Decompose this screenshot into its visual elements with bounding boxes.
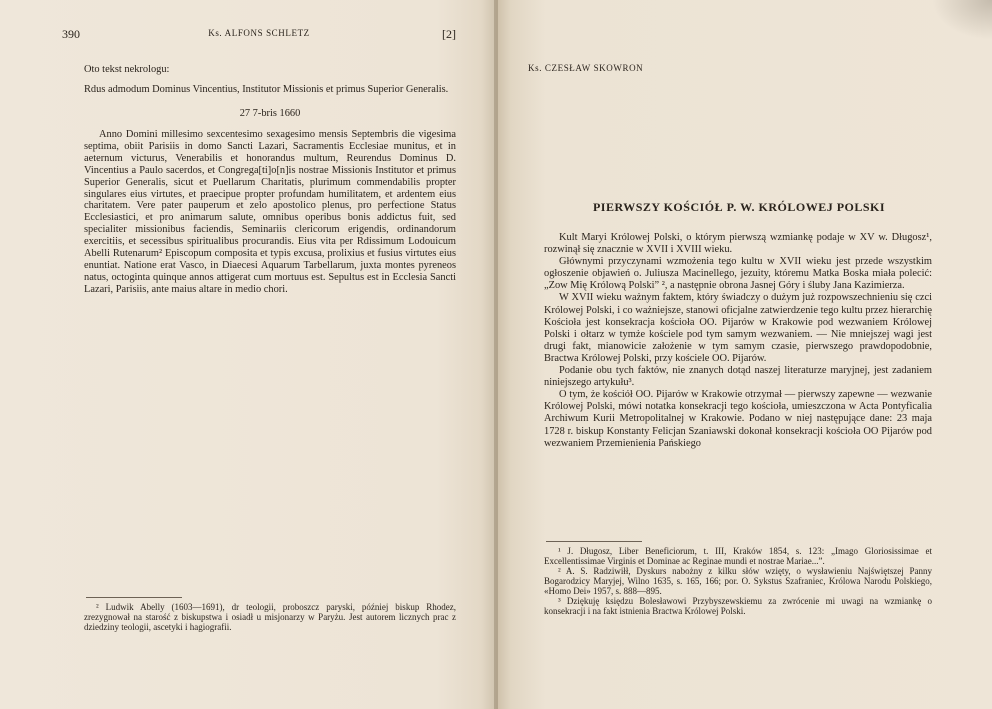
- page-corner-shadow: [932, 0, 992, 40]
- running-head-left: Ks. ALFONS SCHLETZ: [208, 28, 310, 38]
- article-paragraph: Kult Maryi Królowej Polski, o którym pierwszą wzmiankę podaje w XV w. Długosz¹, rozwinął się znacznie w XVII i XVIII wieku.: [544, 232, 932, 256]
- section-marker: [2]: [442, 27, 456, 41]
- footnote-item: ³ Dziękuję księdzu Bolesławowi Przybyszewskiemu za zwrócenie mi uwagi na wzmiankę o konsekracji i na fakt istnienia Bractwa Królowej Polski.: [544, 596, 932, 616]
- book-gutter: [494, 0, 498, 709]
- article-paragraph: Głównymi przyczynami wzmożenia tego kultu w XVII wieku jest przede wszystkim ogłoszenie objawień o. Juliusza Macinellego, jezuity, któremu Matka Boska miała polecić: „Zow Mię Królową Polski” ², a następnie obrona Jasnej Góry i śluby Jana Kazimierza.: [544, 256, 932, 292]
- footnote-rule-right: [546, 541, 642, 542]
- obituary-addressee: Rdus admodum Dominus Vincentius, Institutor Missionis et primus Superior Generalis.: [84, 84, 449, 95]
- article-paragraph: W XVII wieku ważnym faktem, który świadczy o dużym już rozpowszechnieniu się czci Królowej Polski, i co ważniejsze, stanowi oficjalne zatwierdzenie tego kultu przez hierarchię Kościoła jest konsekracja kościoła OO. Pijarów w Krakowie pod wezwaniem Królowej Polski i ołtarz w tymże kościele pod tym samym wezwaniem. — Nie mniejszej wagi jest drugi fakt, mianowicie założenie w tym samym czasie, pierwszego prawdopodobnie, Bractwa Królowej Polski, przy kościele OO. Pijarów.: [544, 292, 932, 364]
- footnote-item: ² A. S. Radziwiłł, Dyskurs nabożny z kilku słów wzięty, o wysławieniu Najświętszej Panny Bogarodzicy Maryjej, Wilno 1635, s. 165, 166; por. O. Sykstus Szafraniec, Królowa Narodu Polskiego, «Homo Dei» 1957, s. 888—895.: [544, 566, 932, 596]
- intro-line: Oto tekst nekrologu:: [84, 64, 170, 75]
- obituary-date: 27 7-bris 1660: [239, 108, 301, 119]
- obituary-text: Anno Domini millesimo sexcentesimo sexagesimo mensis Septembris die vigesima septima, obiit Parisiis in domo Sancti Lazari, Sacramentis Ecclesiae munitus, et in aeternum victurus, Venerabilis et honorandus multum, Reurendus Dominus D. Vincentius a Paulo sacerdos, et Congrega[ti]o[n]is nostrae Missionis Institutor et primus Superior Generalis, sicut et Puellarum Charitatis, plurimum commendabilis propter singulares eius virtutes, et praecipue propter profundam humilitatem, et ardentem eius charitatem. Vere pater pauperum et zelo apostolico plenus, pro perfectione Status Ecclesiastici, et pro animarum salute, omnibus operibus bonis addictus fuit, sed specialiter missionibus faciendis, Seminariis clericorum erigendis, ordinandorum exercitiis, et secessibus spiritualibus procurandis. Eius vita per Rdissimum Lodouicum Abelli Rutenarum² Episcopum composita et typis excusa, prolixius et fusius virtutes eius enuntiat. Natione erat Vasco, in Diaecesi Aquarum Tarbellarum, juxta montes pyreneos natus, octoginta quinque annos attigerat cum mortuus est. Sepultus est in Ecclesia Sancti Lazari, Parisiis, ante maius altare in medio chori.: [84, 129, 456, 295]
- footnote-item: ¹ J. Długosz, Liber Beneficiorum, t. III, Kraków 1854, s. 123: „Imago Gloriosissimae et Excellentissimae Virginis et Dominae ac Reginae mundi et nostrae Mariae...”.: [544, 546, 932, 566]
- footnote-left: ² Ludwik Abelly (1603—1691), dr teologii, proboszcz paryski, później biskup Rhodez, zrezygnował na starość z biskupstwa i osiadł u misjonarzy w Paryżu. Jest autorem licznych prac z dziedziny teologii, ascetyki i hagiografii.: [84, 602, 456, 633]
- footnote-rule-left: [86, 597, 182, 598]
- footnotes-right: [544, 546, 932, 616]
- article-body: [544, 232, 932, 450]
- running-head-right: Ks. CZESŁAW SKOWRON: [528, 63, 644, 73]
- article-title: PIERWSZY KOŚCIÓŁ P. W. KRÓLOWEJ POLSKI: [592, 200, 886, 214]
- article-paragraph: Podanie obu tych faktów, nie znanych dotąd naszej literaturze maryjnej, jest zadaniem niniejszego artykułu³.: [544, 365, 932, 389]
- article-paragraph: O tym, że kościół OO. Pijarów w Krakowie otrzymał — pierwszy zapewne — wezwanie Królowej Polski, mówi notatka konsekracji tego kościoła, umieszczona w Acta Pontyficalia Archiwum Kurii Metropolitalnej w Krakowie. Podano w niej następujące dane: 23 maja 1728 r. biskup Konstanty Felicjan Szaniawski dokonał konsekracji kościoła OO Pijarów pod wezwaniem Przemienienia Pańskiego: [544, 389, 932, 449]
- left-page-header: [62, 27, 456, 41]
- page-number: 390: [62, 27, 80, 41]
